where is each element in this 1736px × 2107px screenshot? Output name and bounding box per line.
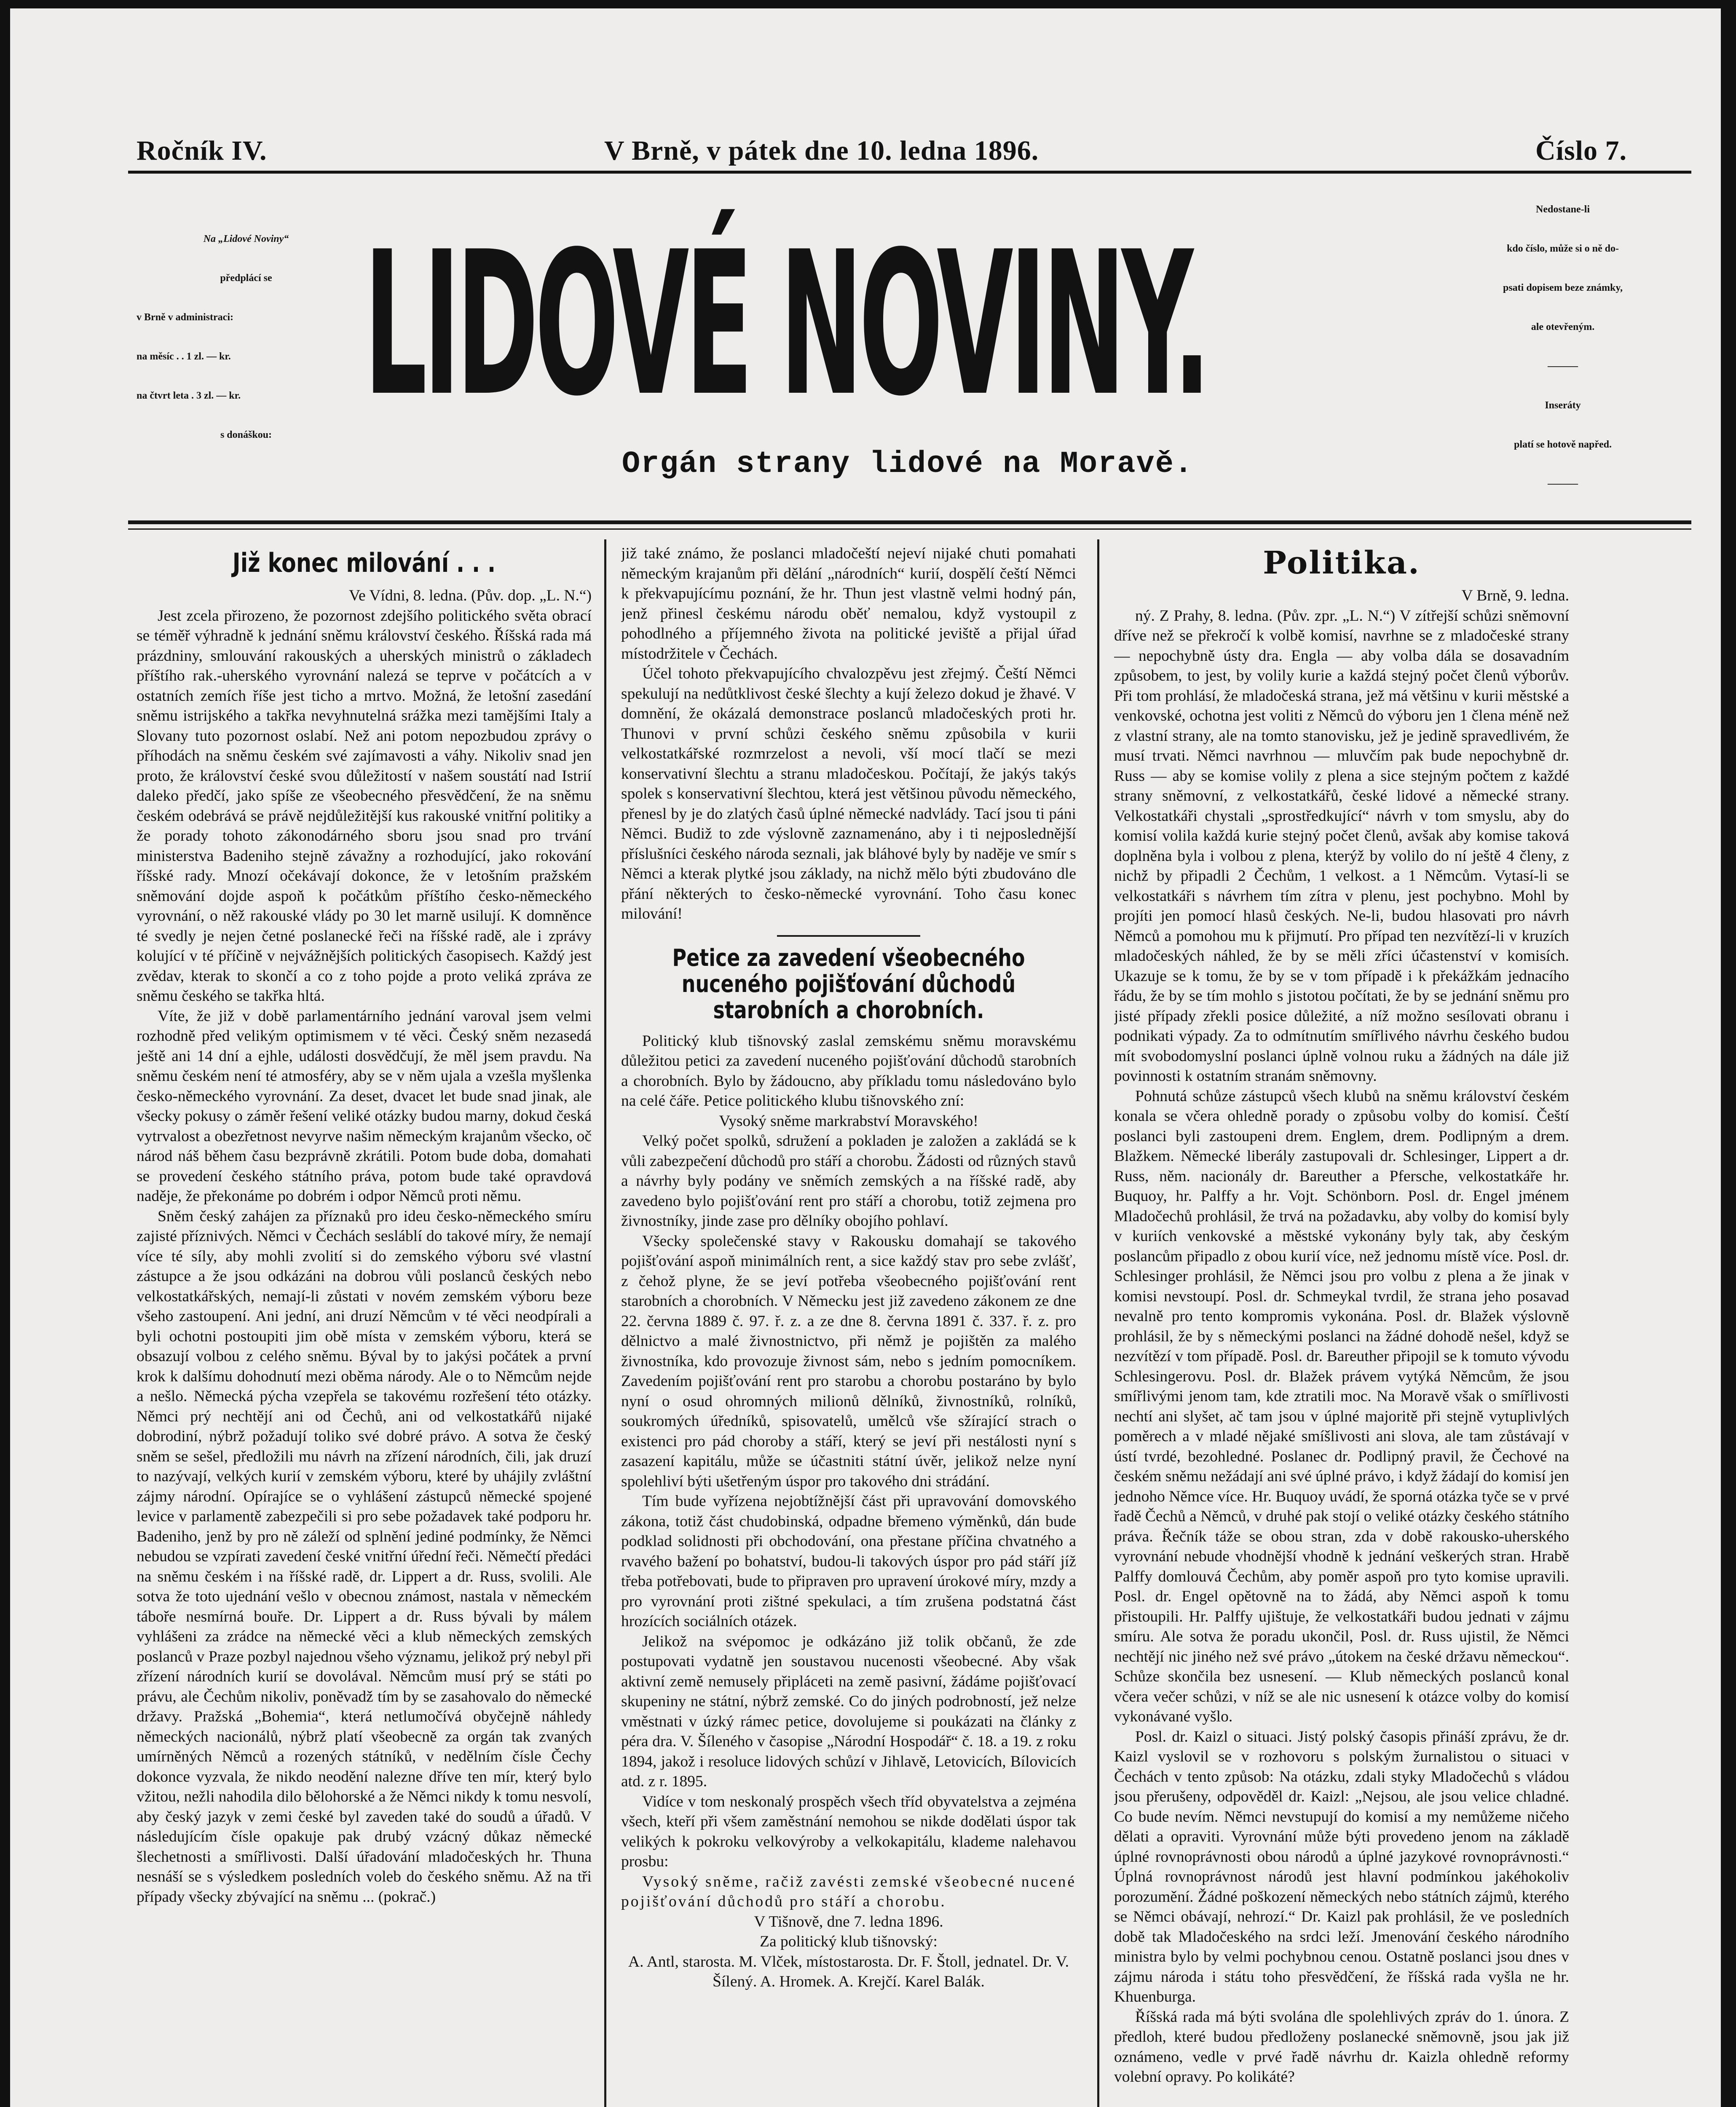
- subscription-line: s donáškou:: [220, 429, 272, 440]
- article-paragraph: Říšská rada má býti svolána dle spolehlivých zpráv do 1. února. Z předloh, které budou předloženy poslanecké sněmovně, jsou jak již oznámeno, vedle v prvé řadě návrhu dr. Kaizla ohledně reformy volební opravy. Po kolikáté?: [1114, 2008, 1569, 2086]
- petition-salutation: Vysoký sněme markrabství Moravského!: [719, 1112, 978, 1130]
- masthead-bottom-rule-thin: [128, 528, 1691, 530]
- subscription-line: Na „Lidové Noviny“: [203, 233, 289, 244]
- info-line: ale otevřeným.: [1531, 322, 1595, 332]
- newspaper-subtitle: Orgán strany lidové na Moravě.: [622, 447, 1194, 481]
- article-paragraph: Sněm český zahájen za příznaků pro ideu česko-německého smíru zajisté příznivých. Němci v Čechách sesláblí do takové míry, že nemají více té síly, aby mohli zvolití si do zemského výboru své vlastní zástupce a že jsou odkázáni na dobrou vůli poslanců českých nebo velkostatkářských, nemají-li zůstati v novém zemském výboru beze všeho zastoupení. Ani jední, ani druzí Němcům v té věci neodpírali a byli ochotni postoupiti jim obě místa v zemském výboru, která se obsazují volbou z celého sněmu. Býval by to jakýsi počátek a první krok k dalšímu dohodnutí mezi oběma národy. Ale o to Němcům nejde a nešlo. Německá pýcha vzepřela se takovému rozřešení této otázky. Němci prý nechtějí ani od Čechů, ani od velkostatkářů nijaké dobrodiní, nýbrž požadují toliko své dobré právo. A sotva že český sněm se sešel, předložili mu návrh na zřízení národních, čili, jak druzí to nazývají, velkých kurií v zemském výboru, které by uhájily zvláštní zájmy národní. Opírajíce se o vyhlášení zástupců německé spojené levice v parlamentě zabezpečili si pro sebe požadavek také podporu hr. Badeniho, jenž by pro ně záleží od splnění jediné podmínky, že Němci nebudou se vzpírati zavedení české vnitřní úřední řeči. Němečtí předáci na sněmu českém i na říšské radě, dr. Lippert a dr. Russ, svolili. Ale sotva že toto ujednání vešlo v obecnou známost, nastala v německém táboře nesmírná bouře. Dr. Lippert a dr. Russ bývali by málem vyhlášeni za zrádce na německé věci a klub německých zemských poslanců v Praze pozbyl najednou všeho významu, jelikož prý nebyl při zřízení národních kurií se dovolával. Němcům musí prý se státi po právu, ale Čechům nikoliv, poněvadž tím by se zasahovalo do německé državy. Pražská „Bohemia“, která netlumočívá obyčejně náhledy německých nacionálů, nýbrž platí všeobecně za orgán tak zvaných umírněných Němců a rozených státníků, v nedělním čísle Čechy dokonce vyzvala, že nikdo neodění nalezne dříve ten mír, který bylo vžitou, nežli nahodila dilo bělohorské a že Němci nikdy k tomu nesvolí, aby český jazyk v zemi české byl zaveden také do soudů a úřadů. V následujícím čísle opakuje pak drubý vzácný důkaz německé šlechetnosti a smířlivosti. Další úřadování mladočeských hr. Thuna nesnáší se s výsledkem posledních voleb do českého sněmu. Až na tři případy všecky zbývající na sněmu ... (pokrač.): [137, 1207, 592, 1906]
- article-paragraph: Pohnutá schůze zástupců všech klubů na sněmu království českém konala se včera ohledně porady o způsobu volby do komisí. Čeští poslanci byli zastoupeni drem. Englem, drem. Podlipným a drem. Blažkem. Německé liberály zastupovali dr. Schlesinger, Lippert a dr. Russ, něm. nacionály dr. Bareuther a Pfersche, velkostatkáře hr. Buquoy, hr. Palffy a hr. Vojt. Schönborn. Posl. dr. Engel jménem Mladočechů prohlásil, že trvá na požadavku, aby volby do komisí byly v kuriích venkovské a městské vykonány byly tak, aby českým poslancům připadlo z obou kurií více, než jednomu místě více. Posl. dr. Schlesinger prohlásil, že Němci jsou pro volbu z plena a že jinak v komisi nevstoupí. Posl. dr. Schmeykal tvrdil, že strana jeho posavad nevalně pro tento kompromis vykonána. Posl. dr. Blažek výslovně prohlásil, že by s německými poslanci na žádné dohodě nešel, když se nezvítězí v tom případě. Posl. dr. Bareuther připojil se k tomuto vývodu Schlesingerovu. Posl. dr. Blažek právem vytýká Němcům, že jsou smířlivými jenom tam, kde ztratili moc. Na Moravě však o smířlivosti nechtí ani slyšet, ač tam jsou v úplné majoritě při stejně vytuplivlých poměrech a v mladé nějaké smíšlivosti ani slova, ale tam zůstávají v ústí tvrdé, bezohledné. Poslanec dr. Podlipný pravil, že Čechové na českém sněmu nežádají ani své úplné právo, i když žádají do komisí jen jednoho Němce více. Hr. Buquoy uvádí, že sporná otázka tyče se v prvé řadě Čechů a Němců, v druhé pak stojí o veliké otázky českého státního práva. Řečník táže se obou stran, zda v době rakousko-uherského vyrovnání nebude vhodnější vhodně k jednání veškerých stran. Hrabě Palffy domlouvá Čechům, aby poměr aspoň pro tyto komise upravili. Posl. dr. Engel opětovně na to žádá, aby Němci aspoň k tomu přistoupili. Hr. Palffy ujištuje, že velkostatkáři budou jednati v zájmu smíru. Ale sotva že poradu ukončil, Posl. dr. Russ ujistil, že Němci nechtějí nic jiného než své právo „útokem na české državu německou“. Schůze skončila bez usnesení. — Klub německých poslanců konal včera večer schůzi, v níž se ale nic usnesení k otázce volby do komisí vykonávané vyšlo.: [1114, 1087, 1569, 1725]
- article-headline: Již konec milování . . .: [232, 547, 496, 578]
- section-headline: Politika.: [1263, 545, 1420, 581]
- newspaper-title: LIDOVÉ NOVINY.: [364, 209, 1207, 440]
- article-paragraph: Jest zcela přirozeno, že pozornost zdejšího politického světa obrací se téměř výhradně k jednání sněmu království českého. Říšská rada má prázdniny, smlouvání rakouských a uherských ministrů o základech příštího rak.-uherského vyrovnání nalezá se teprve v počátcích a v ostatních zemích říše jest ticho a mrtvo. Možná, že letošní zasedání sněmu istrijského a takřka nevyhnutelná srážka mezi tamějšími Italy a Slovany tuto pozornost oslabí. Než ani potom nepozbudou zprávy o příhodách na sněmu českém své zajímavosti a váhy. Nikoliv snad jen proto, že království české svou důležitostí v našem soustátí nad Istrií daleko předčí, jako spíše ze všeobecného přesvědčení, že na sněmu českém odebrává se právě nejdůležitější kus rakouské vnitřní politiky a že porady tohoto zákonodárného sboru jsou snad pro trvání ministerstva Badeniho stejně závažny a rozhodující, jako rokování říšské rady. Mnozí očekávají dokonce, že v letošním pražském sněmování dojde aspoň k počátkům příštího česko-německého vyrovnání, o něž rakouské vlády po 30 let marně usilují. K domněnce té svedly je nejen četné poslanecké řeči na říšské radě, ale i zprávy kolující v té příčině v nejvážnějších politických časopisech. Každý jest zvědav, kterak to skončí a co z toho pojde a proto veliká zpráva ze sněmu českého se takřka hltá.: [137, 607, 592, 1005]
- info-line: Inseráty: [1545, 400, 1581, 411]
- petition-signatures: A. Antl, starosta. M. Vlček, místostarosta. Dr. F. Štoll, jednatel. Dr. V. Šílený. A. Hromek. A. Krejčí. Karel Balák.: [628, 1953, 1069, 1990]
- info-line: platí se hotově napřed.: [1514, 439, 1612, 450]
- issue-number: Číslo 7.: [1535, 135, 1627, 166]
- petition-place-date: V Tišnově, dne 7. ledna 1896.: [754, 1913, 943, 1930]
- article-paragraph: Všecky společenské stavy v Rakousku domahají se takového pojišťování aspoň minimálních rent, a sice každý stav pro sebe zvlášť, z čehož plyne, že se jeví potřeba všeobecného pojišťování rent starobních a chorobních. V Německu jest již zavedeno zákonem ze dne 22. června 1889 č. 97. ř. z. a ze dne 8. června 1891 č. 337. ř. z. pro dělnictvo a malé živnostnictvo, při němž je pojištěn za malého živnostníka, kdo provozuje živnost sám, nebo s jedním pomocníkem. Zavedením pojišťování rent pro starobu a chorobu postaráno by bylo nyní o osud ohromných milionů dělníků, živnostníků, rolníků, soukromých úředníků, spisovatelů, umělců vše sžírající strach o existenci pro pád choroby a stáří, který se jeví při nestálosti nyní s zasazení kapitálu, může se účastniti státní úvěr, jelikož nelze nyní spolehliví býti ušetřeným úspor pro takového dni strádání.: [621, 1232, 1076, 1490]
- subscription-line: předplácí se: [220, 273, 272, 284]
- section-divider: [777, 935, 920, 937]
- volume-label: Ročník IV.: [137, 135, 267, 166]
- info-box: [1439, 177, 1687, 506]
- masthead-top-rule: [128, 171, 1691, 174]
- article-paragraph: již také známo, že poslanci mladočeští nejeví nijaké chuti pomahati německým krajanům při dělání „národních“ kurií, dospělí čeští Němci k překvapujícímu poznání, že hr. Thun jest vlastně velmi hodný pán, jenž přinesl českému národu oběť nemalou, když vystoupil z pohodlného a příjemného života na politické jeviště a přijal úřad místodržitele v Čechách.: [621, 545, 1076, 662]
- column-1: [137, 544, 592, 2107]
- info-line: ———: [1548, 361, 1578, 372]
- petition-signatory-label: Za politický klub tišnovský:: [760, 1933, 938, 1950]
- dateline: V Brně, v pátek dne 10. ledna 1896.: [604, 135, 1039, 166]
- subscription-box: [137, 206, 356, 468]
- subscription-line: na měsíc . . 1 zl. — kr.: [137, 351, 231, 362]
- article-paragraph: Politický klub tišnovský zaslal zemskému sněmu moravskému důležitou petici za zavedení nuceného pojišťování důchodů starobních a chorobních. Bylo by žádoucno, aby příkladu tomu následováno bylo na celé čáře. Petice politického klubu tišnovského zní:: [621, 1032, 1076, 1110]
- subscription-line: na čtvrt leta . 3 zl. — kr.: [137, 390, 241, 401]
- article-paragraph: Jelikož na svépomoc je odkázáno již tolik občanů, že zde postupovati vydatně jen soustavou nucenosti všeobecné. Aby však aktivní země nemusely připláceti na země pasivní, žádáme pojišťovací skupeniny ne státní, nýbrž zemské. Co do jiných podrobností, jež nelze vměstnati v úzký rámec petice, dovolujeme si poukázati na články z péra dra. V. Šíleného v časopise „Národní Hospodář“ č. 18. a 19. z roku 1894, jakož i resoluce lidových schůzí v Jihlavě, Letovicích, Bílovicích atd. z r. 1895.: [621, 1633, 1076, 1790]
- info-line: Nedostane-li: [1536, 204, 1590, 215]
- masthead-bottom-rule: [128, 520, 1691, 524]
- article-paragraph: Velký počet spolků, sdružení a pokladen je založen a zakládá se k vůli zabezpečení důchodů pro stáří a chorobu. Žádosti od různých stavů a návrhy byly podány ve sněmích zemských a na říšské radě, aby zavedeno bylo pojišťování rent pro stáří a chorobu, totiž zejmena pro živnostníky, jinde zase pro dělníky obojího pohlaví.: [621, 1132, 1076, 1230]
- column-2: [621, 544, 1076, 2107]
- info-line: ———: [1548, 478, 1578, 489]
- subscription-line: v Brně v administraci:: [137, 312, 233, 323]
- article-paragraph: Tím bude vyřízena nejobtížnější část při upravování domovského zákona, totiž část chudobinská, odpadne břemeno výměnků, dán bude podklad solidnosti při obchodování, ona přestane příčina chvatného a rvavého bažení po bohatství, budou-li takových úspor pro pád stáří jíž třeba potřebovati, bude to připraven pro upravení úrokové míry, mzdy a pro vyrovnání proti zištné spekulaci, a tím zrušena podstatná část hrozících sociálních otázek.: [621, 1493, 1076, 1630]
- newspaper-page: [10, 8, 1721, 2107]
- column-separator: [604, 539, 606, 2107]
- article-paragraph: Víte, že již v době parlamentárního jednání varoval jsem velmi rozhodně před velikým optimismem v té věci. Český sněm nezasedá ještě ani 14 dní a ejhle, události dosvědčují, že měl jsem pravdu. Na sněmu českém není té atmosféry, aby se v něm ujala a vzešla myšlenka česko-německého vyrovnání. Za deset, dvacet let bude snad jinak, ale všecky pokusy o záměr řešení veliké otázky budou marny, dokud česká vytrvalost a obezřetnost nevyrve našim německým krajanům všecko, oč národ náš během času bezprávně zkrátili. Potom bude doba, domahati se provedení českého státního práva, potom bude také opravdová naděje, že překonáme po dobrém i odpor Němců proti němu.: [137, 1007, 592, 1205]
- article-headline: Petice za zavedení všeobecného nuceného pojišťování důchodů starobních a chorobních.: [672, 944, 1025, 1024]
- column-3: [1114, 544, 1569, 2107]
- article-dateline: Ve Vídni, 8. ledna. (Pův. dop. „L. N.“): [349, 587, 592, 604]
- column-separator: [1097, 539, 1099, 2107]
- info-line: psati dopisem beze známky,: [1503, 282, 1623, 293]
- section-dateline: V Brně, 9. ledna.: [1461, 587, 1569, 604]
- article-paragraph: Posl. dr. Kaizl o situaci. Jistý polský časopis přináší zprávu, že dr. Kaizl vyslovil se v rozhovoru s polským žurnalistou o situaci v Čechách v tento způsob: Na otázku, zdali styky Mladočechů s vládou jsou přerušeny, odpověděl dr. Kaizl: „Nejsou, ale jsou velice chladné. Co bude nevím. Němci nevstupují do komisí a my nemůžeme ničeho dělati a opraviti. Vyrovnání může býti provedeno jenom na základě úplné rovnoprávnosti obou národů a úplné jazykové rovnoprávnosti.“ Úplná rovnoprávnost národů jest hlavní podmínkou jakéhokoliv porozumění. Žádné poškození německých nebo státních zájmů, kterého se Němci obávají, nehrozí.“ Dr. Kaizl pak prohlásil, že ve posledních době tak Mladočeského na srdci leží. Jmenování českého národního ministra bylo by velmi pochybnou cenou. Ostatně poslanci jsou dnes v zájmu národa i státu toho přesvědčení, že říšská rada vyšla ne hr. Khuenburga.: [1114, 1728, 1569, 2005]
- petition-request: Vysoký sněme, račiž zavésti zemské všeobecné nucené pojišťování důchodů pro stáří a chorobu.: [621, 1873, 1076, 1910]
- article-paragraph: Účel tohoto překvapujícího chvalozpěvu jest zřejmý. Čeští Němci spekulují na nedůtklivost české šlechty a kují železo dokud je žhavé. V domnění, že okázalá demonstrace poslanců mladočeských proti hr. Thunovi v první schůzi českého sněmu způsobila v kurii velkostatkářské rozmrzelost a nevoli, vší mocí tlačí se mezi konservativní šlechtu a stranu mladočeskou. Počítají, že jakýs takýs spolek s konservativní šlechtou, která jest většinou původu německého, přenesl by je do zlatých časů úplné německé nadvlády. Tací jsou ti páni Němci. Budiž to zde výslovně zaznamenáno, aby i ti nejposlednější příslušníci českého národa seznali, jak bláhové byly by naděje ve smír s Němci a kterak plytké jsou základy, na nichž mělo býti zbudováno dle přání některých to česko-německé vyrovnání. Toho času konec milování!: [621, 665, 1076, 922]
- article-paragraph: ný. Z Prahy, 8. ledna. (Pův. zpr. „L. N.“) V zítřejší schůzi sněmovní dříve než se překročí k volbě komisí, navrhne se z mladočeské strany — nepochybně ústy dra. Engla — aby volba dála se dosavadním způsobem, to jest, by volily kurie a každá stejný počet členů výborův. Při tom prohlásí, že mladočeská strana, jež má většinu v kurii městské a venkovské, ochotna jest voliti z Němců do výboru jen 1 člena méně než z vlastní strany, ale na tomto stanovisku, jež je jedině spravedlivém, že musí trvati. Němci navrhnou — mluvčím pak bude nepochybně dr. Russ — aby se komise volily z plena a sice stejným počtem z každé strany sněmovní, z velkostatkářů, české lidové a německé strany. Velkostatkáři chystali „sprostředkující“ návrh v tom smyslu, aby do komisí volila každá kurie stejný počet členů, avšak aby komise taková doplněna byla i volbou z plena, kterýž by volilo do ní ještě 4 členy, z nichž by připadli 2 Čechům, 1 velkost. a 1 Němcům. Vytasí-li se velkostatkáři s návrhem tím zítra v plenu, jest pochybno. Mohl by projíti jen pomocí hlasů českých. Ne-li, budou hlasovati pro návrh Němců a pomohou mu k přijmutí. Pro případ ten nezvítězí-li v kruzích mladočeských náhled, že by se měli zříci účastenství v komisích. Ukazuje se k tomu, že by se v tom případě i k překážkám jednacího řádu, že by se tím mohlo s jistotou počítati, že by se jednání sněmu pro jisté případy zřekli posice důležité, a níž možno sesílovati obranu i podnikati výpady. Za to odmítnutím smířlivého návrhu českého budou mít svobodomyslní poslanci úplně volnou ruku a žádných na dále již povinnosti k ostatním stranám sněmovny.: [1114, 607, 1569, 1085]
- article-paragraph: Vidíce v tom neskonalý prospěch všech tříd obyvatelstva a zejména všech, kteří při všem zaměstnání nemohou se nikde dodělati úspor tak velikých k pokroku velkovýroby a velkokapitálu, klademe nalehavou prosbu:: [621, 1793, 1076, 1870]
- info-line: kdo číslo, může si o ně do-: [1506, 243, 1619, 254]
